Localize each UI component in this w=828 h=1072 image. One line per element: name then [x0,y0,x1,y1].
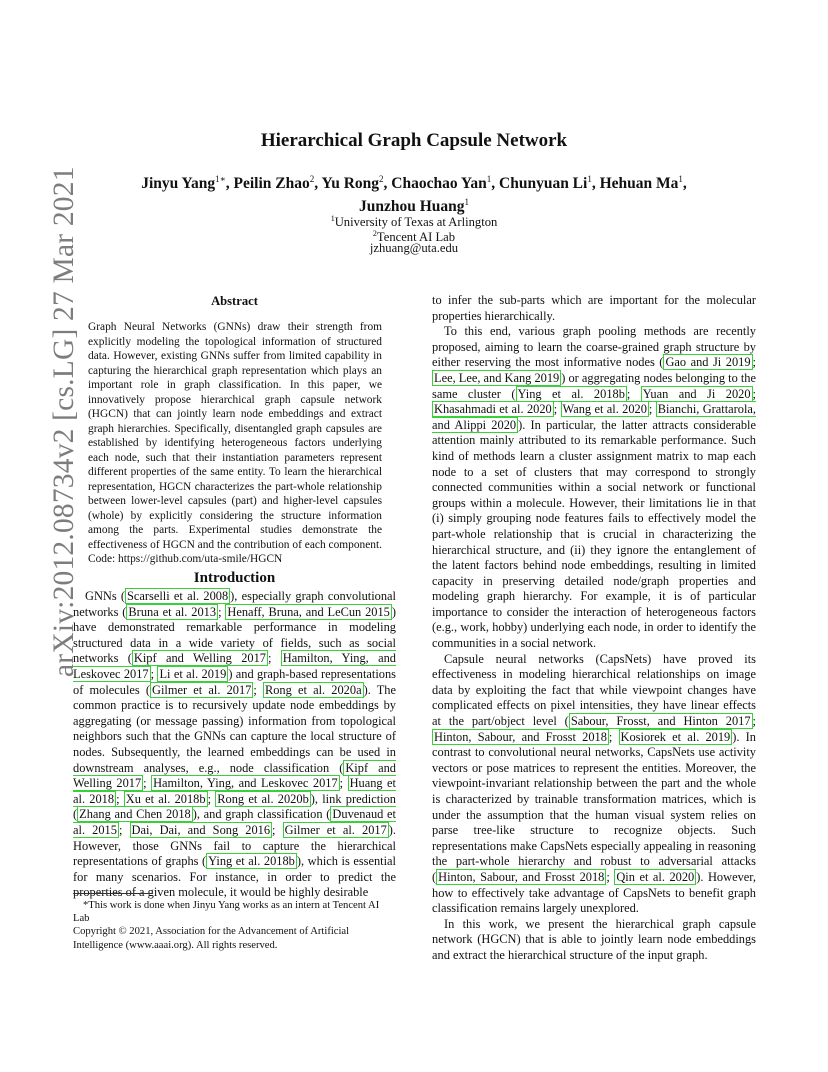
citation-link[interactable]: Xu et al. 2018b [125,791,206,806]
citation-link[interactable]: Zhang and Chen 2018 [79,807,191,822]
paper-title: Hierarchical Graph Capsule Network [260,130,568,151]
footnote-rule [73,893,153,894]
citation-link[interactable]: Gao and Ji 2019 [665,355,751,370]
citation-link[interactable]: Kipf and Welling 2017 [73,760,396,791]
citation-link[interactable]: Rong et al. 2020a [264,682,362,697]
citation-link[interactable]: Huang et al. 2018 [73,776,396,806]
citation-link[interactable]: Hamilton, Ying, and Leskovec 2017 [153,776,338,791]
author-affiliation-marker: 1 [486,174,492,184]
intro-paragraph: GNNs ( Scarselli et al. 2008 ), especially graph convolutional networks ( Bruna et al. 2013 ; Henaff, Bruna, and LeCun 2015 ) have demonstrated remarkable performance in modeling structured data in a wide variety of fields, such as social networks ( Kipf and Welling 2017 ; Hamilton, Ying, and Leskovec 2017 ; Li et al. 2019 ) and graph-based representations of molecules ( Gilmer et al. 2017 ; Rong et al. 2020a ). The common practice is to recursively update node embeddings by aggregating (or message passing) information from topological neighbors such that the GNNs can capture the local structure of nodes. Subsequently, the learned embeddings can be used in downstream analyses, e.g., node classification ( Kipf and Welling 2017 ; Hamilton, Ying, and Leskovec 2017 ; Huang et al. 2018 ; Xu et al. 2018b ; Rong et al. 2020b ), link prediction ( Zhang and Chen 2018 ), and graph classification ( Duvenaud et al. 2015 ; Dai, Dai, and Song 2016 ; Gilmer et al. 2017 ). However, those GNNs fail to capture the hierarchical representations of graphs ( Ying et al. 2018b ), which is essential for many scenarios. For instance, in order to predict the properties of a given molecule, it would be highly desirable [73,589,397,900]
citation-link[interactable]: Yuan and Ji 2020 [642,386,751,401]
body-paragraph: To this end, various graph pooling methods are recently proposed, aiming to learn the coarse-grained graph structure by either reserving the most informative nodes ( Gao and Ji 2019 ; Lee, Lee, and Kang 2019 ) or aggregating nodes belonging to the same cluster ( Ying et al. 2018b ; Yuan and Ji 2020 ; Khasahmadi et al. 2020 ; Wang et al. 2020 ; Bianchi, Grattarola, and Alippi 2020 ). In particular, the latter attracts considerable attention mainly attributed to its remarkable performance. Such kind of methods learn a cluster assignment matrix to map each node to a set of clusters that may correspond to strongly connected communities within a social network or functional groups within a molecule. However, their limitations lie in that (i) simply grouping node features fails to effectively model the part-whole relationship that is crucial in characterizing the hierarchical structure, and (ii) they ignore the entanglement of the latent factors behind node embeddings, resulting in limited capacity in preserving detailed node/graph properties and modeling graph hierarchy. For example, it is of particular importance to consider the interaction of heterogeneous factors (e.g., work, hobby) underlying each node, in order to identify the communities in a social network. [432,324,757,651]
affiliation-1-marker: 1 [330,214,335,223]
arxiv-identifier: arXiv:2012.08734v2 [cs.LG] 27 Mar 2021 [48,166,80,677]
author-name: Jinyu Yang [141,175,216,193]
abstract-text: Graph Neural Networks (GNNs) draw their strength from explicitly modeling the topological information of structured data. However, existing GNNs suffer from limited capability in capturing the hierarchical graph representation which plays an important role in graph classification. In this paper, we innovatively propose hierarchical graph capsule network (HGCN) that can jointly learn node embeddings and extract graph hierarchies. Specifically, disentangled graph capsules are established by identifying heterogeneous factors underlying each node, such that their instantiation parameters represent different properties of the same entity. To learn the hierarchical representation, HGCN characterizes the part-whole relationship between lower-level capsules (part) and higher-level capsules (whole) by explicitly considering the structure information among the parts. Experimental studies demonstrate the effectiveness of HGCN and the contribution of each component. Code: https://github.com/uta-smile/HGCN [88,321,382,565]
author-affiliation-marker: 1 [678,174,683,184]
author-affiliation-marker: 1 [587,174,592,184]
citation-link[interactable]: Khasahmadi et al. 2020 [434,402,552,417]
citation-link[interactable]: Ying et al. 2018b [208,854,295,869]
citation-link[interactable]: Qin et al. 2020 [616,869,695,884]
citation-link[interactable]: Gilmer et al. 2017 [284,822,387,837]
author-affiliation-marker: 1 [464,197,470,208]
body-paragraph: to infer the sub-parts which are important for the molecular properties hierarchically. [432,293,756,323]
citation-link[interactable]: Kipf and Welling 2017 [133,651,266,666]
citation-link[interactable]: Li et al. 2019 [159,666,227,681]
author-email: jzhuang@uta.edu [369,241,459,255]
affiliation-1-name: University of Texas at Arlington [334,215,498,230]
author-name: Yu Rong [321,175,380,193]
left-column-body [73,589,396,901]
citation-link[interactable]: Scarselli et al. 2008 [127,589,229,603]
author-affiliation-marker: 2 [379,174,384,184]
citation-link[interactable]: Kosiorek et al. 2019 [620,729,731,744]
citation-link[interactable]: Lee, Lee, and Kang 2019 [434,370,560,385]
author-name: Hehuan Ma [599,175,679,193]
citation-link[interactable]: Bianchi, Grattarola, and Alippi 2020 [432,402,757,432]
citation-link[interactable]: Gilmer et al. 2017 [152,682,252,697]
author-affiliation-marker: 1∗ [215,174,226,184]
author-name: Junzhou Huang [358,198,465,216]
citation-link[interactable]: Ying et al. 2018b [517,386,625,401]
author-list: Jinyu Yang$^{1∗}$, Peilin Zhao$^2$, Yu Rong$^2$, Chaochao Yan$^1$, Chunyuan Li$^1$, Hehuan Ma$^1$, Junzhou Huang$^1$ [141,174,687,216]
author-affiliation-marker: 2 [309,174,315,184]
introduction-heading: Introduction [193,570,276,586]
citation-link[interactable]: Hinton, Sabour, and Frosst 2018 [438,869,605,884]
citation-link[interactable]: Duvenaud et al. 2015 [73,807,396,837]
copyright-notice: Copyright © 2021, Association for the Advancement of Artificial Intelligence (www.aaai.org). All rights reserved. [73,926,350,951]
author-name: Peilin Zhao [233,175,310,193]
citation-link[interactable]: Dai, Dai, and Song 2016 [131,822,271,837]
citation-link[interactable]: Henaff, Bruna, and LeCun 2015 [227,604,390,619]
citation-link[interactable]: Hamilton, Ying, and Leskovec 2017 [73,651,396,681]
author-name: Chunyuan Li [499,175,588,193]
footnotes [73,899,396,952]
citation-link[interactable]: Sabour, Frosst, and Hinton 2017 [570,714,751,729]
abstract-heading: Abstract [211,294,258,308]
citation-link[interactable]: Hinton, Sabour, and Frosst 2018 [434,729,607,744]
right-column-body [432,293,756,964]
affiliation-2-name: Tencent AI Lab [376,230,456,245]
body-paragraph: In this work, we present the hierarchical graph capsule network (HGCN) that is able to jointly learn node embeddings and extract the hierarchical structure of the input graph. [432,916,756,962]
citation-link[interactable]: Wang et al. 2020 [562,402,647,417]
footnote-intern: *This work is done when Jinyu Yang works as an intern at Tencent AI Lab [73,900,380,925]
author-name: Chaochao Yan [391,175,487,193]
affiliation-2-marker: 2 [372,229,377,238]
citation-link[interactable]: Rong et al. 2020b [217,791,309,806]
citation-link[interactable]: Bruna et al. 2013 [128,604,217,619]
body-paragraph: Capsule neural networks (CapsNets) have proved its effectiveness in modeling hierarchical relationships on image data by exploiting the fact that while viewpoint changes have complicated effects on pixel intensities, they have linear effects at the part/object level ( Sabour, Frosst, and Hinton 2017 ; Hinton, Sabour, and Frosst 2018 ; Kosiorek et al. 2019 ). In contrast to convolutional neural networks, CapsNets use activity vectors or pose matrices to represent the entities. Moreover, the viewpoint-invariant relationship between the part and the whole is characterized by trainable transformation matrices, which is under the assumption that the human visual system relies on parse tree-like structure to recognize objects. Such representations make CapsNets especially appealing in reasoning the part-whole hierarchy and robust to adversarial attacks ( Hinton, Sabour, and Frosst 2018 ; Qin et al. 2020 ). However, how to effectively take advantage of CapsNets to benefit graph classification remains largely unexplored. [432,651,756,916]
